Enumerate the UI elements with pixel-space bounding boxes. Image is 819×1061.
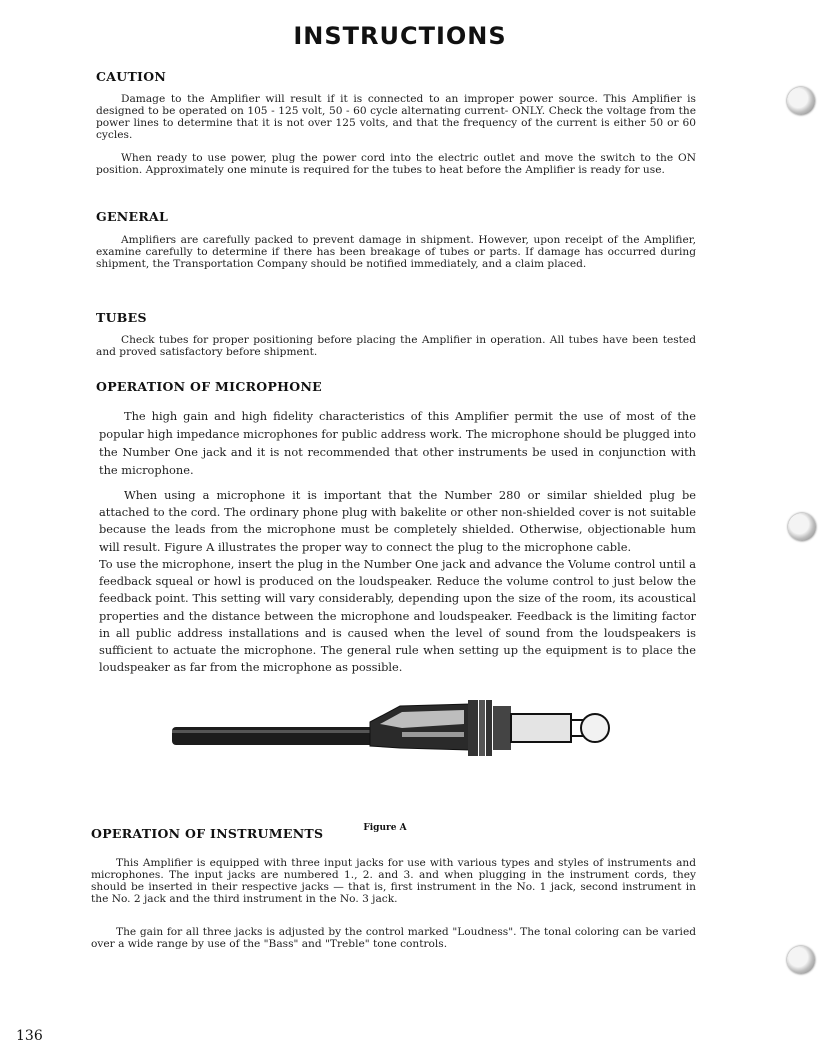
instruments-heading: OPERATION OF INSTRUMENTS bbox=[91, 826, 324, 841]
caution-paragraph-2: When ready to use power, plug the power cord into the electric outlet and move the switch to the ON position. Approximately one minute is required for the tubes to heat before the Amplifier is ready for use. bbox=[96, 152, 696, 176]
page-title: INSTRUCTIONS bbox=[293, 22, 507, 50]
punch-hole-icon bbox=[787, 87, 815, 115]
microphone-paragraph-1: The high gain and high fidelity characteristics of this Amplifier permit the use of most of the popular high impedance microphones for public address work. The microphone should be plugged into the Number One jack and it is not recommended that other instruments be used in conjunction with the microphone. bbox=[99, 409, 696, 477]
punch-hole-icon bbox=[787, 946, 815, 974]
caution-paragraph-1: Damage to the Amplifier will result if it is connected to an improper power source. This Amplifier is designed to be operated on 105 - 125 volt, 50 - 60 cycle alternating current- ONLY. Check the voltage from the power lines to determine that it is not over 125 volts, and that the frequency of the current is either 50 or 60 cycles. bbox=[96, 93, 696, 141]
page-number: 136 bbox=[16, 1028, 43, 1044]
instruments-paragraph-1: This Amplifier is equipped with three input jacks for use with various types and styles of instruments and microphones. The input jacks are numbered 1., 2. and 3. and when plugging in the instrument cords, they should be inserted in their respective jacks — that is, first instrument in the No. 1 jack, second instrument in the No. 2 jack and the third instrument in the No. 3 jack. bbox=[91, 857, 696, 905]
general-heading: GENERAL bbox=[96, 209, 169, 224]
microphone-paragraph-2: When using a microphone it is important that the Number 280 or similar shielded plug be attached to the cord. The ordinary phone plug with bakelite or other non-shielded cover is not suitable because the leads from the microphone must be completely shielded. Otherwise, objectionable hum will result. Figure A illustrates the proper way to connect the plug to the microphone cable. bbox=[99, 488, 696, 554]
tubes-paragraph-1: Check tubes for proper positioning before placing the Amplifier in operation. All tubes have been tested and proved satisfactory before shipment. bbox=[96, 334, 696, 358]
microphone-heading: OPERATION OF MICROPHONE bbox=[96, 379, 323, 394]
general-paragraph-1: Amplifiers are carefully packed to prevent damage in shipment. However, upon receipt of the Amplifier, examine carefully to determine if there has been breakage of tubes or parts. If damage has occurred during shipment, the Transportation Company should be notified immediately, and a claim placed. bbox=[96, 234, 696, 270]
microphone-paragraph-3: To use the microphone, insert the plug in the Number One jack and advance the Volume control until a feedback squeal or howl is produced on the loudspeaker. Reduce the volume control to just below the feedback point. This setting will vary considerably, depending upon the size of the room, its acoustical properties and the distance between the microphone and loudspeaker. Feedback is the limiting factor in all public address installations and is caused when the level of sound from the loudspeakers is sufficient to actuate the microphone. The general rule when setting up the equipment is to place the loudspeaker as far from the microphone as possible. bbox=[99, 557, 696, 675]
phone-plug-illustration bbox=[170, 698, 620, 816]
punch-hole-icon bbox=[788, 513, 816, 541]
figure-caption: Figure A bbox=[363, 823, 407, 833]
instruments-paragraph-2: The gain for all three jacks is adjusted by the control marked "Loudness". The tonal coloring can be varied over a wide range by use of the "Bass" and "Treble" tone controls. bbox=[91, 926, 696, 950]
caution-heading: CAUTION bbox=[96, 69, 167, 84]
tubes-heading: TUBES bbox=[96, 310, 147, 325]
